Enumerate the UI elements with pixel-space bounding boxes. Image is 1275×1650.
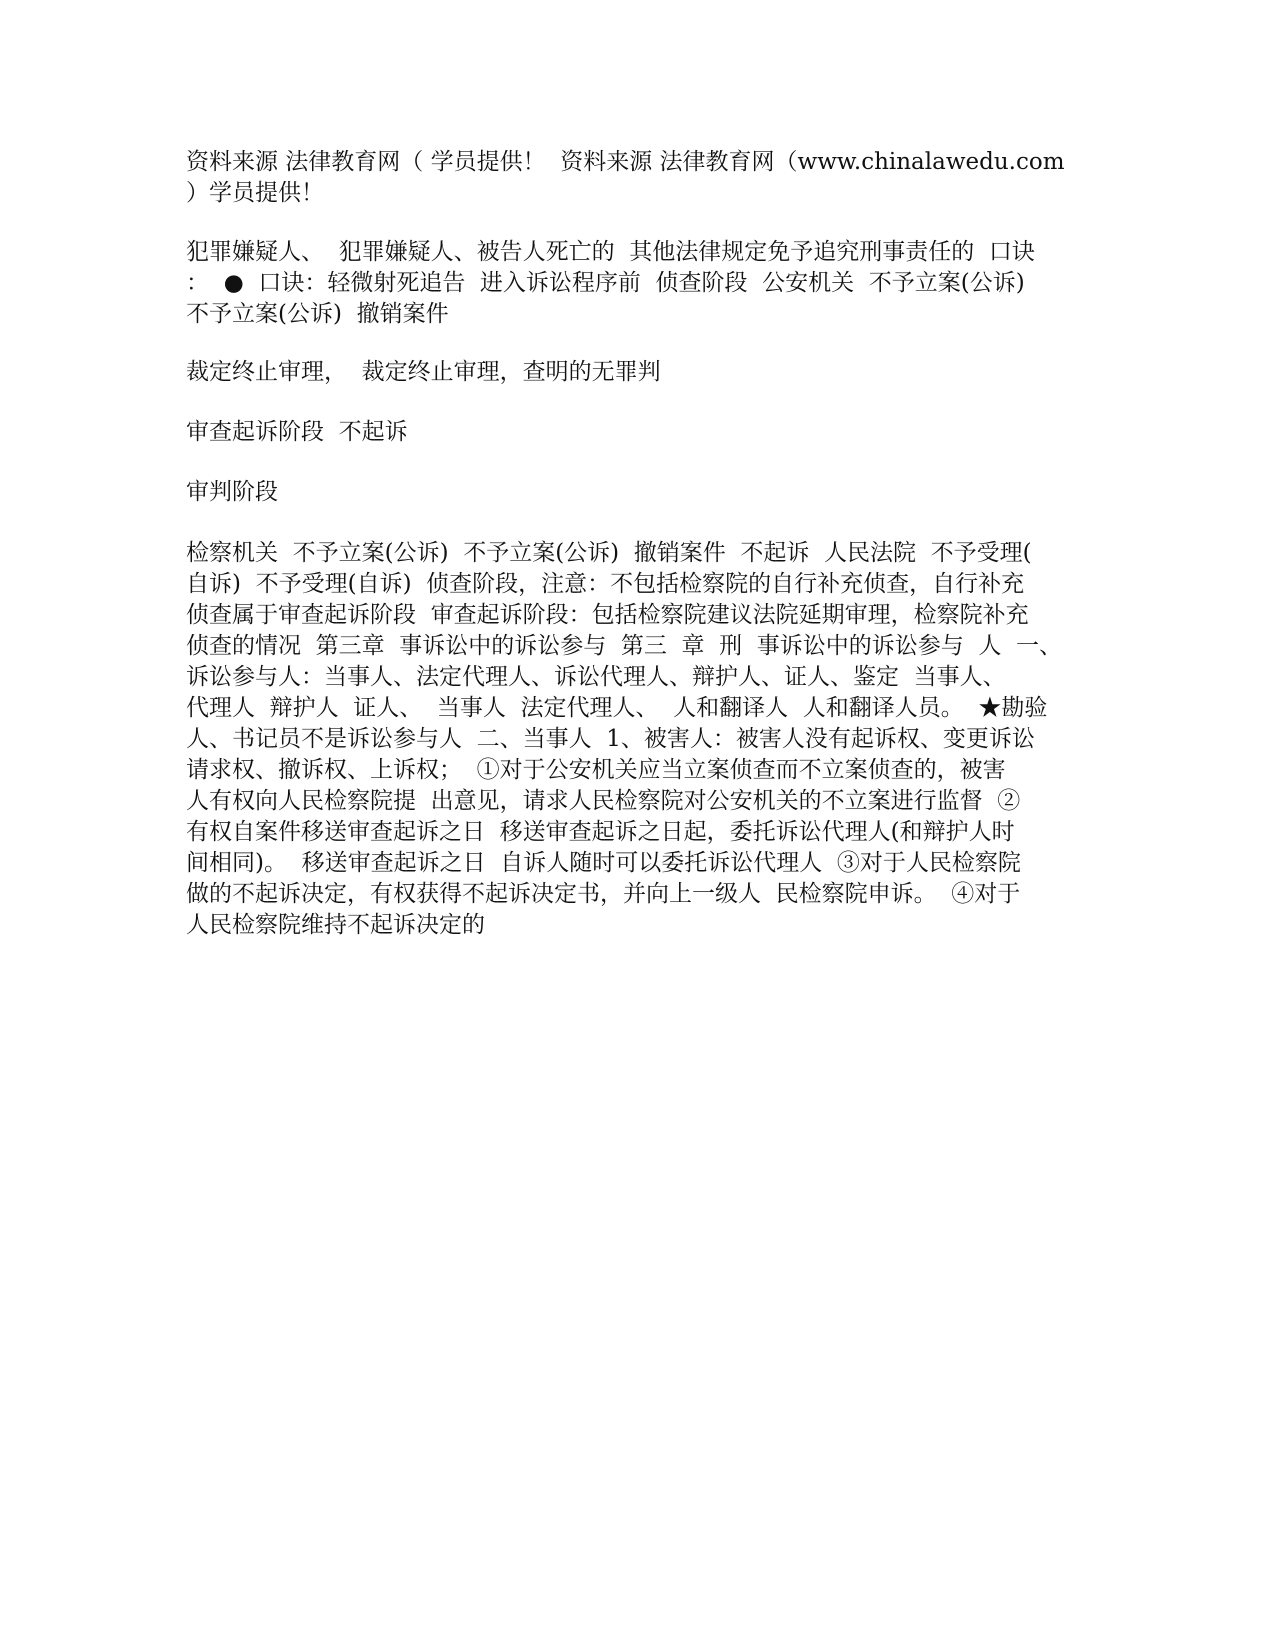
text-line: 检察机关 不予立案(公诉) 不予立案(公诉) 撤销案件 不起诉 人民法院 不予受理( (186, 540, 1032, 566)
text-line: 间相同)。 移送审查起诉之日 自诉人随时可以委托诉讼代理人 ③对于人民检察院 (186, 850, 1021, 876)
text-line: ： ● 口诀：轻微射死追告 进入诉讼程序前 侦查阶段 公安机关 不予立案(公诉) (186, 270, 1025, 296)
text-line: 侦查属于审查起诉阶段 审查起诉阶段：包括检察院建议法院延期审理，检察院补充 (186, 602, 1029, 628)
text-line: 侦查的情况 第三章 事诉讼中的诉讼参与 第三 章 刑 事诉讼中的诉讼参与 人 一、 (186, 633, 1062, 659)
text-line: 做的不起诉决定，有权获得不起诉决定书，并向上一级人 民检察院申诉。 ④对于 (186, 881, 1021, 907)
body-paragraph (186, 477, 1086, 508)
text-line: 审判阶段 (186, 479, 278, 505)
text-line: 资料来源 法律教育网（ 学员提供！ 资料来源 法律教育网（www.chinalawedu.com (186, 149, 1065, 175)
text-line: 自诉) 不予受理(自诉) 侦查阶段，注意：不包括检察院的自行补充侦查，自行补充 (186, 571, 1025, 597)
text-line: 人民检察院维持不起诉决定的 (186, 912, 485, 938)
text-line: 审查起诉阶段 不起诉 (186, 419, 408, 445)
text-line: ）学员提供！ (186, 180, 324, 206)
text-line: 代理人 辩护人 证人、 当事人 法定代理人、 人和翻译人 人和翻译人员。 ★勘验 (186, 695, 1048, 721)
text-line: 请求权、撤诉权、上诉权； ①对于公安机关应当立案侦查而不立案侦查的，被害 (186, 757, 1006, 783)
text-line: 裁定终止审理， 裁定终止审理，查明的无罪判 (186, 359, 661, 385)
source-note-paragraph (186, 147, 1086, 209)
text-line: 诉讼参与人：当事人、法定代理人、诉讼代理人、辩护人、证人、鉴定 当事人、 (186, 664, 1006, 690)
body-paragraph (186, 417, 1086, 448)
body-paragraph (186, 357, 1086, 388)
text-line: 有权自案件移送审查起诉之日 移送审查起诉之日起，委托诉讼代理人(和辩护人时 (186, 819, 1015, 845)
text-line: 人、书记员不是诉讼参与人 二、当事人 1、被害人：被害人没有起诉权、变更诉讼 (186, 726, 1035, 752)
text-line: 不予立案(公诉) 撤销案件 (186, 301, 449, 327)
text-line: 犯罪嫌疑人、 犯罪嫌疑人、被告人死亡的 其他法律规定免予追究刑事责任的 口诀 (186, 239, 1035, 265)
body-paragraph (186, 237, 1086, 330)
text-line: 人有权向人民检察院提 出意见，请求人民检察院对公安机关的不立案进行监督 ② (186, 788, 1021, 814)
body-paragraph (186, 538, 1086, 941)
